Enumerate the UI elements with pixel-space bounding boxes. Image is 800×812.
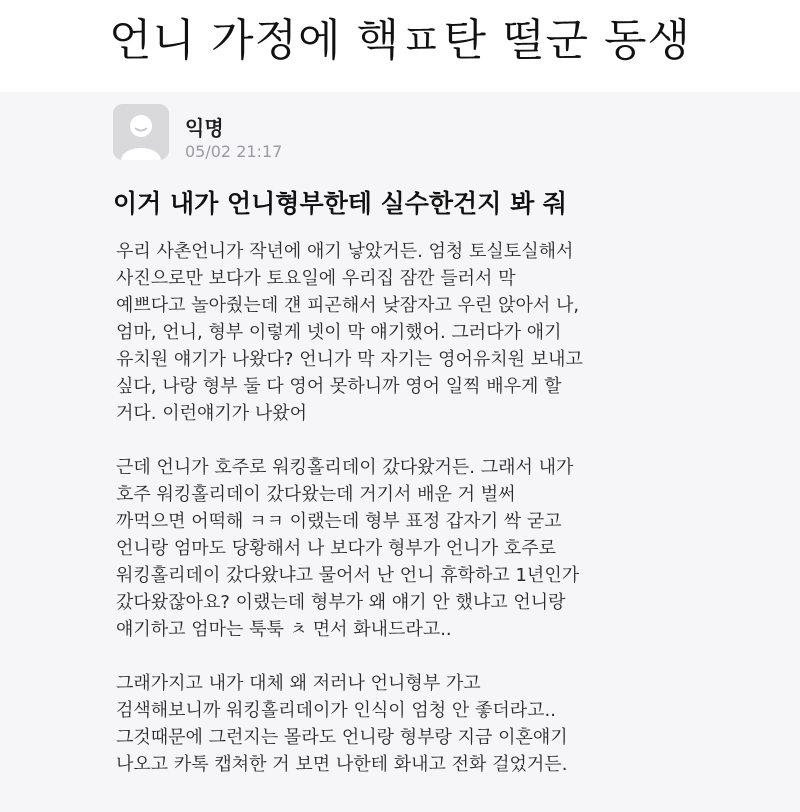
author-name[interactable]: 익명	[185, 116, 224, 140]
headline-caption: 언니 가정에 핵ㅍ탄 떨군 동생	[109, 15, 691, 66]
post-card	[0, 92, 800, 812]
body-line: 갔다왔잖아요? 이랬는데 형부가 왜 얘기 안 했냐고 언니랑	[116, 592, 566, 613]
default-user-avatar-icon[interactable]	[113, 104, 169, 160]
body-line: 근데 언니가 호주로 워킹홀리데이 갔다왔거든. 그래서 내가	[116, 457, 574, 478]
post-body	[116, 238, 716, 805]
post-paragraph-2	[116, 454, 716, 643]
post-timestamp: 05/02 21:17	[185, 142, 283, 161]
body-line: 얘기하고 엄마는 툭툭 ㅊ 면서 화내드라고..	[116, 619, 452, 640]
post-paragraph-1	[116, 238, 716, 427]
body-line: 워킹홀리데이 갔다왔냐고 물어서 난 언니 휴학하고 1년인가	[116, 565, 580, 586]
body-line: 그것때문에 그런지는 몰라도 언니랑 형부랑 지금 이혼얘기	[116, 727, 568, 748]
post-paragraph-3	[116, 670, 716, 778]
post-title: 이거 내가 언니형부한테 실수한건지 봐 줘	[113, 189, 568, 218]
body-line: 나오고 카톡 캡쳐한 거 보면 나한테 화내고 전화 걸었거든.	[116, 754, 568, 775]
avatar-graphic	[113, 104, 169, 160]
body-line: 사진으로만 보다가 토요일에 우리집 잠깐 들러서 막	[116, 268, 516, 289]
body-line: 유치원 얘기가 나왔다? 언니가 막 자기는 영어유치원 보내고	[116, 349, 583, 370]
body-line: 엄마, 언니, 형부 이렇게 넷이 막 얘기했어. 그러다가 애기	[116, 322, 562, 343]
body-line: 그래가지고 내가 대체 왜 저러나 언니형부 가고	[116, 673, 481, 694]
body-line: 호주 워킹홀리데이 갔다왔는데 거기서 배운 거 벌써	[116, 484, 516, 505]
body-line: 검색해보니까 워킹홀리데이가 인식이 엄청 안 좋더라고..	[116, 700, 556, 721]
body-line: 거다. 이런얘기가 나왔어	[116, 403, 308, 424]
body-line: 언니랑 엄마도 당황해서 나 보다가 형부가 언니가 호주로	[116, 538, 556, 559]
body-line: 예쁘다고 놀아줬는데 걘 피곤해서 낮잠자고 우린 앉아서 나,	[116, 295, 580, 316]
body-line: 우리 사촌언니가 작년에 애기 낳았거든. 엄청 토실토실해서	[116, 241, 574, 262]
body-line: 싶다, 나랑 형부 둘 다 영어 못하니까 영어 일찍 배우게 할	[116, 376, 562, 397]
body-line: 까먹으면 어떡해 ㅋㅋ 이랬는데 형부 표정 갑자기 싹 굳고	[116, 511, 562, 532]
